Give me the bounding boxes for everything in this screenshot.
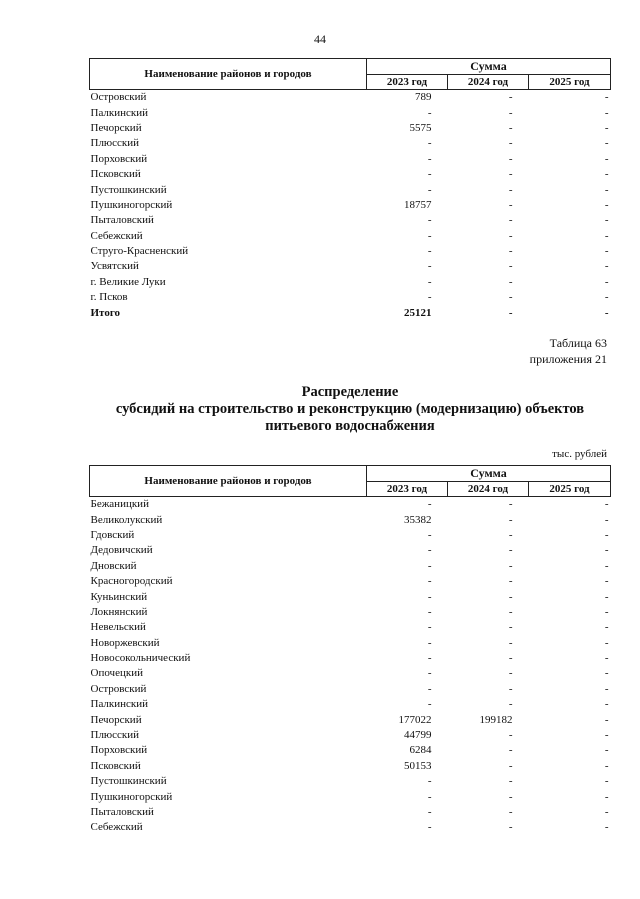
district-name: Новоржевский <box>90 636 160 649</box>
page-number: 44 <box>314 32 326 46</box>
value-2023: - <box>427 544 432 557</box>
district-name: Плюсский <box>90 137 140 150</box>
value-2025: - <box>604 229 609 242</box>
column-header-sum: Сумма <box>367 59 611 75</box>
table-header <box>90 59 611 90</box>
table-row <box>90 136 611 151</box>
value-2025: - <box>604 667 609 680</box>
table-body <box>90 497 611 836</box>
value-2024: - <box>508 245 513 258</box>
value-2025: - <box>604 636 609 649</box>
value-2025: - <box>604 605 609 618</box>
table-header <box>90 466 611 497</box>
value-2025: - <box>604 528 609 541</box>
water-supply-subsidy-table <box>89 465 611 836</box>
value-2023: - <box>427 229 432 242</box>
subsidy-table-continued <box>89 58 611 321</box>
column-header-name: Наименование районов и городов <box>90 466 367 497</box>
district-name: Великолукский <box>90 513 163 526</box>
value-2024: - <box>508 790 513 803</box>
value-2025: - <box>604 790 609 803</box>
value-2024: - <box>508 559 513 572</box>
column-header-year: 2024 год <box>448 482 529 497</box>
value-2023: - <box>427 214 432 227</box>
value-2024: - <box>508 275 513 288</box>
value-2024: 199182 <box>479 713 513 726</box>
value-2024: - <box>508 806 513 818</box>
district-name: Дедовичский <box>90 544 153 557</box>
table-row <box>90 229 611 244</box>
value-2023: - <box>427 291 432 304</box>
value-2024: - <box>508 513 513 526</box>
table-row <box>90 543 611 558</box>
column-header-name: Наименование районов и городов <box>90 59 367 90</box>
value-2025: - <box>604 91 609 104</box>
district-name: Дновский <box>90 559 137 572</box>
value-2025: - <box>604 498 609 511</box>
table-row <box>90 620 611 635</box>
value-2023: - <box>427 821 432 834</box>
value-2023: 5575 <box>409 121 432 134</box>
value-2025: - <box>604 513 609 526</box>
document-subtitle: питьевого водоснабжения <box>265 418 435 434</box>
table-row <box>90 820 611 835</box>
value-2023: 789 <box>415 91 432 104</box>
appendix-reference: приложения 21 <box>529 352 607 366</box>
table-row <box>90 559 611 574</box>
district-name: Невельский <box>90 621 146 634</box>
table-row <box>90 90 611 106</box>
value-2024: - <box>508 214 513 227</box>
value-2024: - <box>508 152 513 165</box>
table-row <box>90 605 611 620</box>
value-2024: - <box>508 544 513 557</box>
table-row <box>90 651 611 666</box>
value-2024: - <box>508 498 513 511</box>
value-2025: - <box>604 621 609 634</box>
value-2024: - <box>508 528 513 541</box>
value-2025: - <box>604 544 609 557</box>
value-2023: - <box>427 275 432 288</box>
units-label: тыс. рублей <box>552 448 607 460</box>
value-2024: - <box>508 137 513 150</box>
value-2024: - <box>508 229 513 242</box>
district-name: Псковский <box>90 759 141 772</box>
district-name: Пыталовский <box>90 806 154 818</box>
value-2025: - <box>604 106 609 119</box>
column-header-year: 2025 год <box>529 482 611 497</box>
value-2025: - <box>604 590 609 603</box>
value-2024: - <box>508 759 513 772</box>
district-name: Псковский <box>90 168 141 181</box>
value-2025: - <box>604 759 609 772</box>
value-2025: - <box>604 729 609 742</box>
district-name: г. Великие Луки <box>90 275 166 288</box>
table-row <box>90 290 611 305</box>
value-2023: - <box>427 260 432 273</box>
value-2023: 35382 <box>404 513 432 526</box>
table-row <box>90 682 611 697</box>
value-2025: - <box>604 806 609 818</box>
value-2023: - <box>427 498 432 511</box>
value-2024: - <box>508 636 513 649</box>
value-2025: - <box>604 198 609 211</box>
value-2023: 44799 <box>404 729 432 742</box>
value-2024: - <box>508 821 513 834</box>
value-2023: - <box>427 559 432 572</box>
value-2025: - <box>604 152 609 165</box>
district-name: Пушкиногорский <box>90 198 173 211</box>
value-2023: - <box>427 698 432 711</box>
table-row <box>90 805 611 820</box>
table-row <box>90 167 611 182</box>
value-2024: - <box>508 605 513 618</box>
value-2023: - <box>427 636 432 649</box>
value-2025: - <box>604 168 609 181</box>
district-name: Струго-Красненский <box>90 245 189 258</box>
district-name: Себежский <box>90 821 143 834</box>
value-2023: - <box>427 790 432 803</box>
value-2023: - <box>427 667 432 680</box>
value-2024: - <box>508 106 513 119</box>
value-2025: - <box>604 713 609 726</box>
value-2024: - <box>508 729 513 742</box>
value-2024: - <box>508 590 513 603</box>
district-name: Пустошкинский <box>90 775 167 788</box>
column-header-year: 2025 год <box>529 75 611 90</box>
value-2024: - <box>508 698 513 711</box>
document-title: Распределение <box>301 384 399 400</box>
table-row <box>90 182 611 197</box>
district-name: Себежский <box>90 229 143 242</box>
value-2023: - <box>427 245 432 258</box>
table-row <box>90 728 611 743</box>
value-2023: - <box>427 106 432 119</box>
value-2024: - <box>508 168 513 181</box>
value-2025: - <box>604 575 609 588</box>
table-row <box>90 666 611 681</box>
table-row <box>90 198 611 213</box>
district-name: Островский <box>90 682 147 695</box>
value-2025: - <box>604 245 609 258</box>
value-2023: - <box>427 152 432 165</box>
value-2023: - <box>427 806 432 818</box>
value-2023: 18757 <box>404 198 432 211</box>
table-row <box>90 121 611 136</box>
value-2025: - <box>604 775 609 788</box>
value-2024: - <box>508 260 513 273</box>
table-row <box>90 574 611 589</box>
value-2025: - <box>604 652 609 665</box>
value-2025: - <box>604 275 609 288</box>
table-row <box>90 512 611 527</box>
district-name: Красногородский <box>90 575 173 588</box>
value-2023: - <box>427 682 432 695</box>
total-row <box>90 305 611 320</box>
value-2024: - <box>508 652 513 665</box>
total-value-2024: - <box>508 306 513 319</box>
value-2024: - <box>508 775 513 788</box>
table-row <box>90 275 611 290</box>
value-2025: - <box>604 214 609 227</box>
district-name: Островский <box>90 91 147 104</box>
value-2023: 50153 <box>404 759 432 772</box>
table-row <box>90 743 611 758</box>
district-name: г. Псков <box>90 291 128 304</box>
total-value-2025: - <box>604 306 609 319</box>
value-2024: - <box>508 621 513 634</box>
value-2025: - <box>604 698 609 711</box>
value-2023: - <box>427 605 432 618</box>
district-name: Локнянский <box>90 605 148 618</box>
table-number: Таблица 63 <box>549 336 607 350</box>
value-2023: 6284 <box>409 744 432 757</box>
district-name: Усвятский <box>90 260 139 273</box>
value-2025: - <box>604 121 609 134</box>
table-row <box>90 759 611 774</box>
value-2025: - <box>604 559 609 572</box>
table-row <box>90 497 611 513</box>
district-name: Пушкиногорский <box>90 790 173 803</box>
table-row <box>90 105 611 120</box>
table-body <box>90 90 611 321</box>
value-2025: - <box>604 744 609 757</box>
column-header-year: 2024 год <box>448 75 529 90</box>
value-2023: - <box>427 590 432 603</box>
value-2024: - <box>508 744 513 757</box>
table-row <box>90 712 611 727</box>
table-row <box>90 152 611 167</box>
value-2023: - <box>427 528 432 541</box>
district-name: Гдовский <box>90 528 135 541</box>
district-name: Пустошкинский <box>90 183 167 196</box>
district-name: Палкинский <box>90 106 149 119</box>
column-header-year: 2023 год <box>367 482 448 497</box>
district-name: Пыталовский <box>90 214 154 227</box>
value-2023: - <box>427 137 432 150</box>
district-name: Печорский <box>90 713 142 726</box>
value-2023: - <box>427 775 432 788</box>
district-name: Новосокольнический <box>90 652 191 665</box>
value-2024: - <box>508 91 513 104</box>
table-row <box>90 636 611 651</box>
table-row <box>90 244 611 259</box>
district-name: Плюсский <box>90 729 140 742</box>
value-2023: - <box>427 652 432 665</box>
table-row <box>90 774 611 789</box>
value-2023: - <box>427 575 432 588</box>
value-2024: - <box>508 121 513 134</box>
value-2023: - <box>427 168 432 181</box>
value-2024: - <box>508 198 513 211</box>
district-name: Опочецкий <box>90 667 143 680</box>
value-2025: - <box>604 260 609 273</box>
column-header-year: 2023 год <box>367 75 448 90</box>
value-2024: - <box>508 575 513 588</box>
table-row <box>90 259 611 274</box>
value-2023: 177022 <box>398 713 432 726</box>
value-2025: - <box>604 137 609 150</box>
total-value-2023: 25121 <box>404 306 432 319</box>
table-row <box>90 789 611 804</box>
district-name: Палкинский <box>90 698 149 711</box>
total-district-name: Итого <box>90 306 121 319</box>
district-name: Порховский <box>90 152 148 165</box>
document-subtitle: субсидий на строительство и реконструкцию (модернизацию) объектов <box>115 401 585 417</box>
district-name: Куньинский <box>90 590 148 603</box>
district-name: Порховский <box>90 744 148 757</box>
table-row <box>90 528 611 543</box>
value-2023: - <box>427 183 432 196</box>
value-2024: - <box>508 667 513 680</box>
table-row <box>90 697 611 712</box>
table-row <box>90 589 611 604</box>
value-2024: - <box>508 682 513 695</box>
table-row <box>90 213 611 228</box>
value-2025: - <box>604 682 609 695</box>
district-name: Бежаницкий <box>90 498 149 511</box>
district-name: Печорский <box>90 121 142 134</box>
value-2024: - <box>508 291 513 304</box>
value-2025: - <box>604 821 609 834</box>
value-2024: - <box>508 183 513 196</box>
value-2025: - <box>604 183 609 196</box>
value-2025: - <box>604 291 609 304</box>
column-header-sum: Сумма <box>367 466 611 482</box>
value-2023: - <box>427 621 432 634</box>
